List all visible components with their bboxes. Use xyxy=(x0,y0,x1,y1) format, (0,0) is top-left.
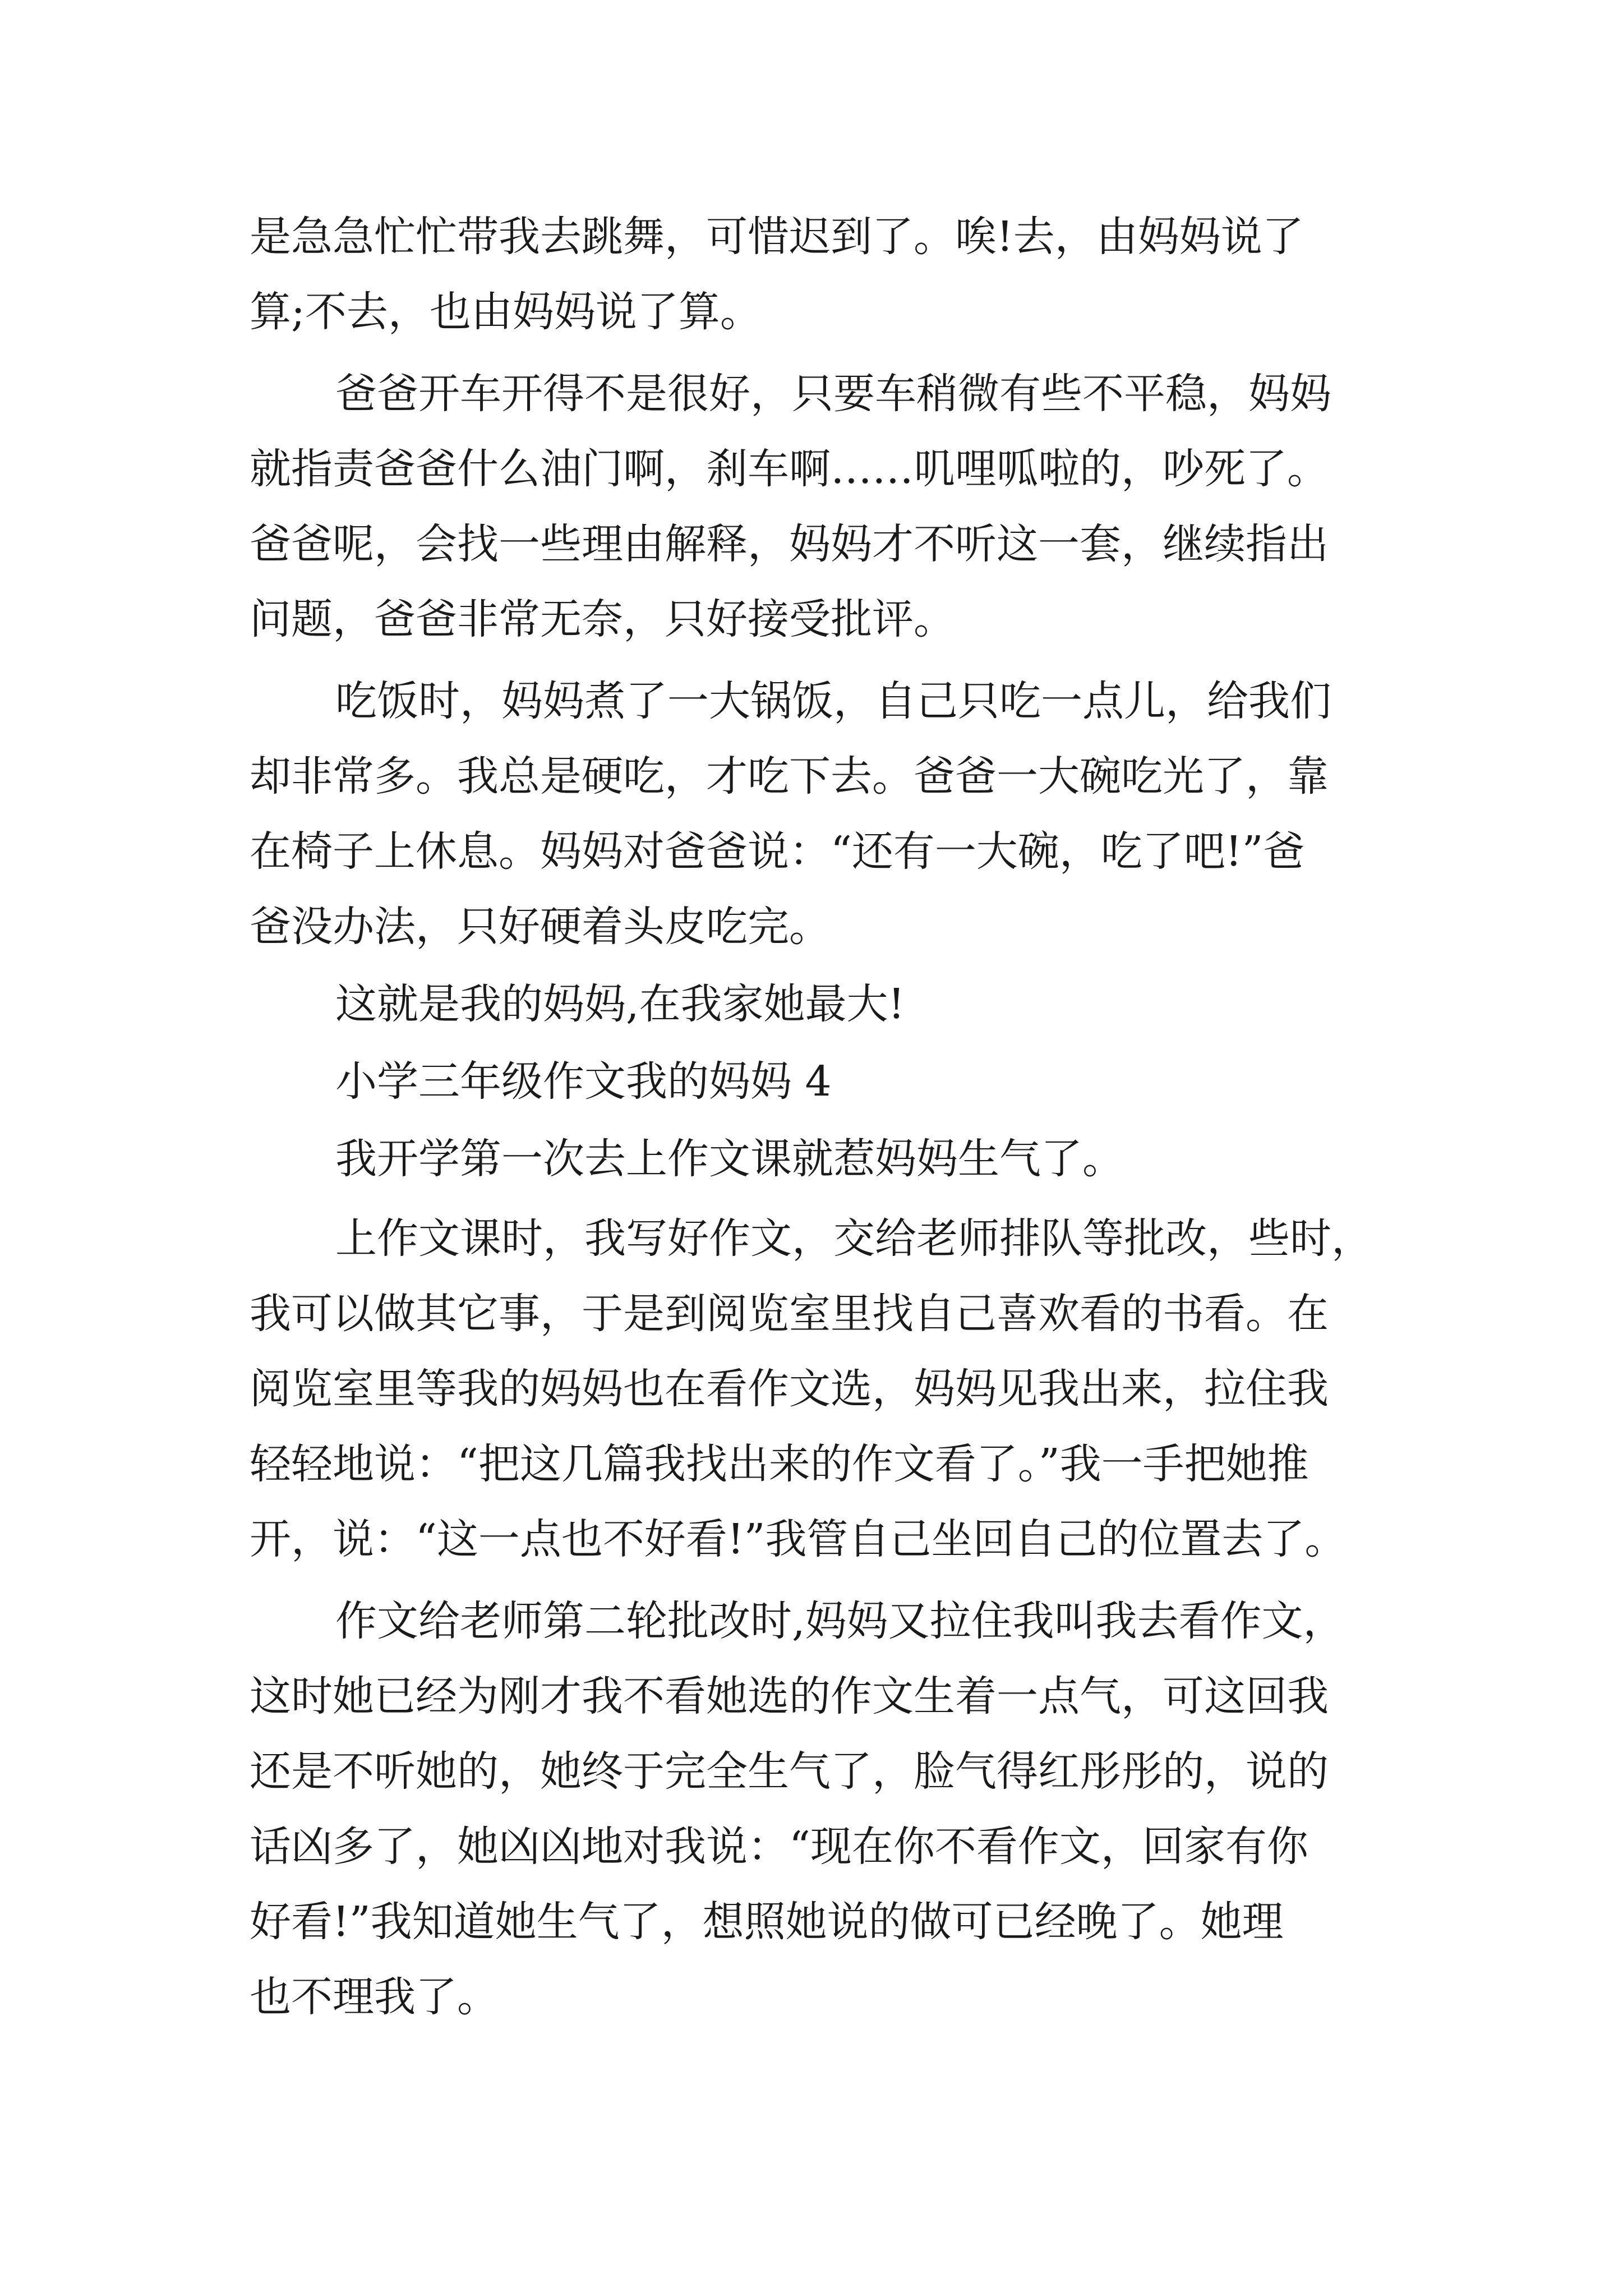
text-line: 就指责爸爸什么油门啊，刹车啊……叽哩呱啦的，吵死了。 xyxy=(250,445,1329,493)
text-line: 好看!”我知道她生气了，想照她说的做可已经晚了。她理 xyxy=(250,1898,1284,1946)
text-line: 作文给老师第二轮批改时,妈妈又拉住我叫我去看作文， xyxy=(335,1597,1345,1645)
text-line: 爸爸呢，会找一些理由解释，妈妈才不听这一套，继续指出 xyxy=(250,520,1329,568)
text-line: 我开学第一次去上作文课就惹妈妈生气了。 xyxy=(335,1135,1124,1183)
text-line: 吃饭时，妈妈煮了一大锅饭，自己只吃一点儿，给我们 xyxy=(335,677,1331,725)
text-line: 是急急忙忙带我去跳舞，可惜迟到了。唉!去，由妈妈说了 xyxy=(250,213,1304,261)
text-line: 轻轻地说：“把这几篇我找出来的作文看了。”我一手把她推 xyxy=(250,1440,1309,1488)
section-heading: 小学三年级作文我的妈妈 4 xyxy=(335,1057,832,1106)
text-line: 上作文课时，我写好作文，交给老师排队等批改，些时， xyxy=(335,1214,1373,1263)
text-line: 这就是我的妈妈,在我家她最大! xyxy=(335,980,905,1028)
text-line: 算;不去，也由妈妈说了算。 xyxy=(250,288,762,336)
text-line: 这时她已经为刚才我不看她选的作文生着一点气，可这回我 xyxy=(250,1672,1329,1720)
text-line: 问题，爸爸非常无奈，只好接受批评。 xyxy=(250,595,955,643)
text-line: 在椅子上休息。妈妈对爸爸说：“还有一大碗，吃了吧!”爸 xyxy=(250,827,1305,876)
text-line: 话凶多了，她凶凶地对我说：“现在你不看作文，回家有你 xyxy=(250,1823,1308,1871)
text-line: 却非常多。我总是硬吃，才吃下去。爸爸一大碗吃光了，靠 xyxy=(250,752,1329,800)
text-line: 爸没办法，只好硬着头皮吃完。 xyxy=(250,903,831,951)
text-line: 开，说：“这一点也不好看!”我管自己坐回自己的位置去了。 xyxy=(250,1515,1347,1563)
text-line: 阅览室里等我的妈妈也在看作文选，妈妈见我出来，拉住我 xyxy=(250,1365,1329,1413)
text-line: 爸爸开车开得不是很好，只要车稍微有些不平稳，妈妈 xyxy=(335,370,1331,418)
text-line: 还是不听她的，她终于完全生气了，脸气得红彤彤的，说的 xyxy=(250,1747,1329,1796)
text-line: 也不理我了。 xyxy=(250,1973,499,2021)
text-line: 我可以做其它事，于是到阅览室里找自己喜欢看的书看。在 xyxy=(250,1290,1329,1338)
